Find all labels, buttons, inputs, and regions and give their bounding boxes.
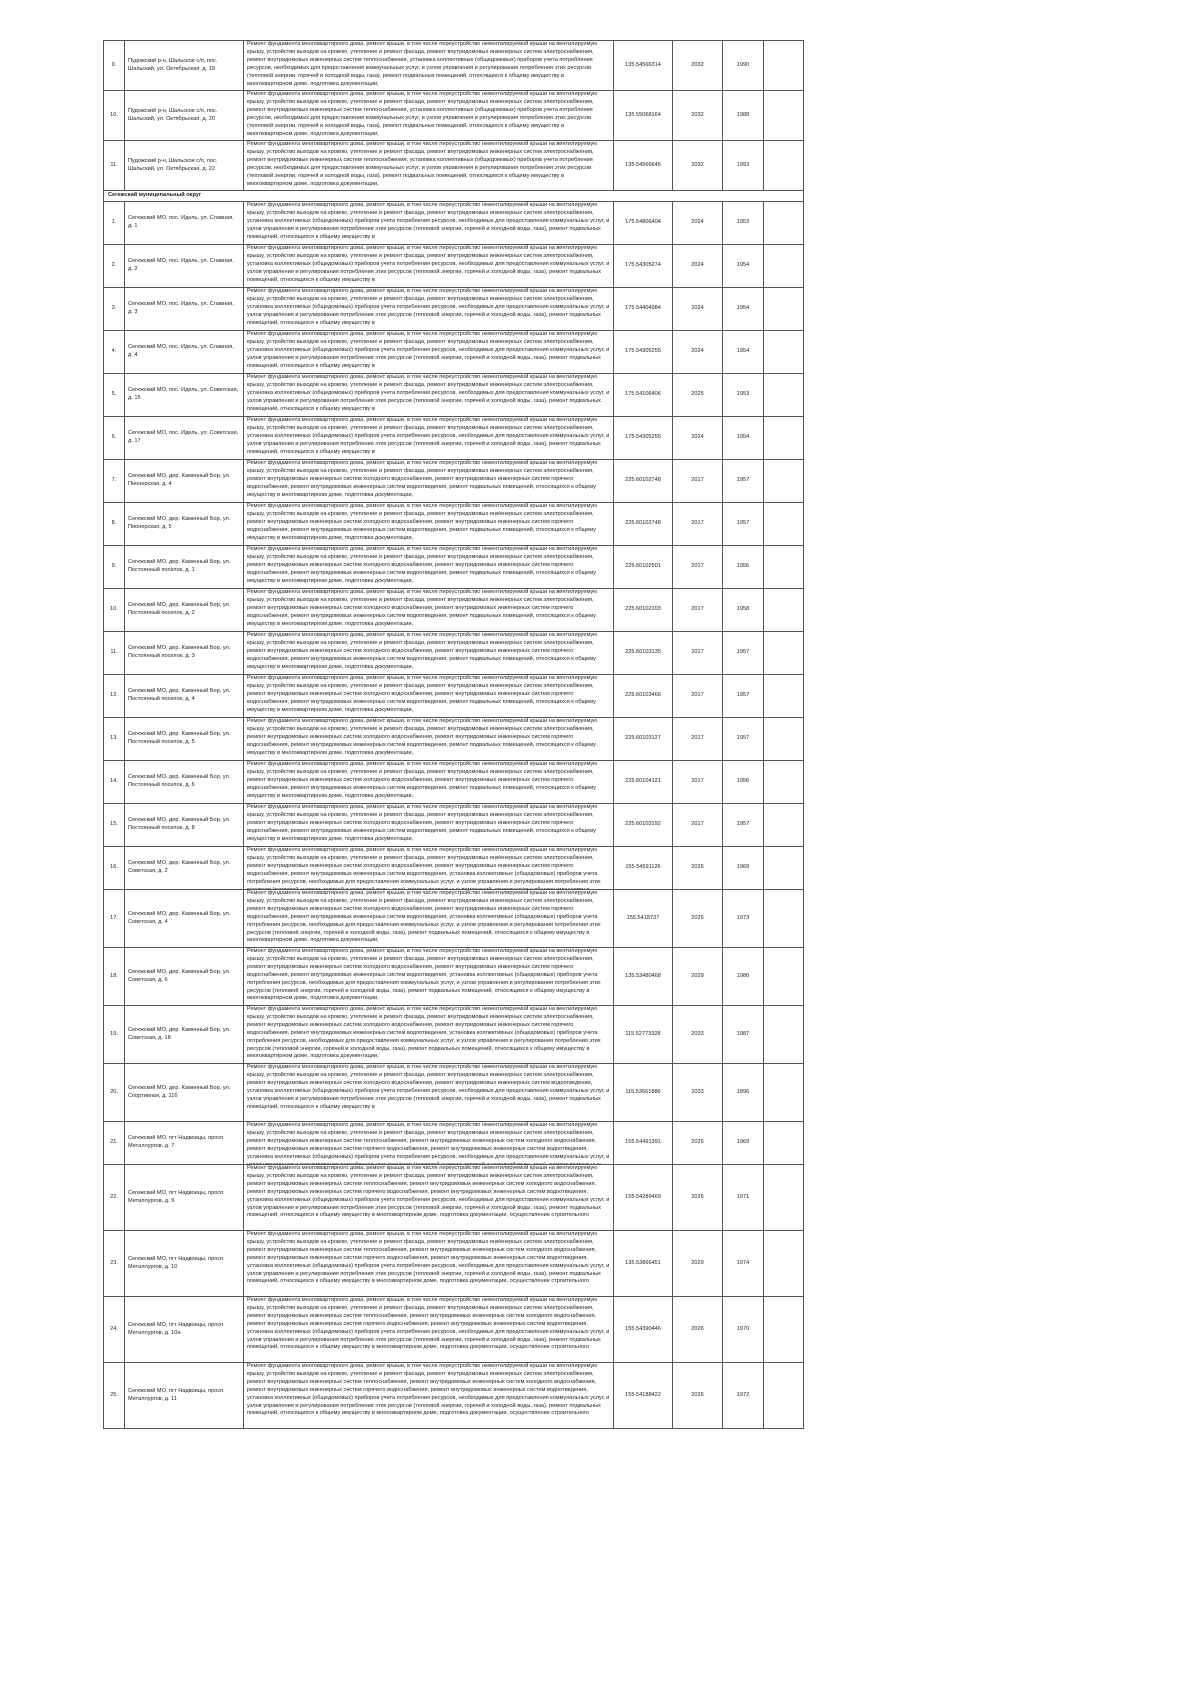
table-row xyxy=(104,288,804,331)
row-number: 11. xyxy=(104,632,125,675)
address-cell: Сегежский МО, пос. Идель, ул. Славная, д. 1 xyxy=(125,202,244,245)
table-row xyxy=(104,202,804,245)
works-cell-text: Ремонт фундамента многоквартирного дома, ремонт крыши, в том числе переустройство невентилируемой крыши на вентилируемую крышу, устройство выходов на кровлю, утепление и ремонт фасада, ремонт внутридомовых инженерных систем электроснабжения, ремонт внутридомовых инженерных систем теплоснабжения, ремонт внутридомовых инженерных систем холодного водоснабжения, ремонт внутридомовых инженерных систем горячего водоснабжения, ремонт внутридомовых инженерных систем водоотведения, установка коллективных (общедомовых) приборов учета потребления ресурсов, необходимых для предоставления коммунальных услуг, и узлов управления и регулирования потребления этих ресурсов (тепловой энергии, горячей и холодной воды, газа), ремонт подвальных помещений, относящихся к общему имуществу в многоквартирном доме, подготовка документации, осуществление строительного xyxy=(247,1297,610,1351)
works-cell xyxy=(244,503,614,546)
built-year-cell: 1987 xyxy=(723,1006,764,1064)
works-cell-text: Ремонт фундамента многоквартирного дома, ремонт крыши, в том числе переустройство невентилируемой крыши на вентилируемую крышу, устройство выходов на кровлю, утепление и ремонт фасада, ремонт внутридомовых инженерных систем электроснабжения, ремонт внутридомовых инженерных систем теплоснабжения, ремонт внутридомовых инженерных систем холодного водоснабжения, ремонт внутридомовых инженерных систем горячего водоснабжения, ремонт внутридомовых инженерных систем водоотведения, установка коллективных (общедомовых) приборов учета потребления ресурсов, необходимых для предоставления коммунальных услуг, и узлов управления и регулирования потребления этих ресурсов (тепловой энергии, горячей и холодной воды, газа), ремонт подвальных помещений, относящихся к общему имуществу в многоквартирном доме, подготовка документации, осуществление строительного xyxy=(247,1363,610,1417)
year-cell: 2024 xyxy=(673,331,723,374)
works-cell xyxy=(244,245,614,288)
year-cell: 2024 xyxy=(673,417,723,460)
cost-cell: 135.53480468 xyxy=(614,948,673,1006)
capital-repair-program-table xyxy=(103,40,804,1429)
cost-cell: 225.60103466 xyxy=(614,675,673,718)
row-number: 9. xyxy=(104,546,125,589)
section-header-row xyxy=(104,191,804,202)
row-number: 10. xyxy=(104,91,125,141)
table-row xyxy=(104,675,804,718)
cost-cell: 155.5418737 xyxy=(614,890,673,948)
row-number: 24. xyxy=(104,1297,125,1363)
row-number: 10. xyxy=(104,589,125,632)
cost-cell: 175.54106406 xyxy=(614,374,673,417)
empty-cell xyxy=(764,890,804,948)
empty-cell xyxy=(764,503,804,546)
year-cell: 2032 xyxy=(673,141,723,191)
address-cell: Сегежский МО, дер. Каменный Бор, ул. Спортивная, д. 11б xyxy=(125,1064,244,1122)
works-cell xyxy=(244,1006,614,1064)
cost-cell: 135.55068164 xyxy=(614,91,673,141)
empty-cell xyxy=(764,202,804,245)
built-year-cell: 1957 xyxy=(723,675,764,718)
year-cell: 2032 xyxy=(673,41,723,91)
works-cell-text: Ремонт фундамента многоквартирного дома, ремонт крыши, в том числе переустройство невентилируемой крыши на вентилируемую крышу, устройство выходов на кровлю, утепление и ремонт фасада, ремонт внутридомовых инженерных систем электроснабжения, ремонт внутридомовых инженерных систем холодного водоснабжения, ремонт внутридомовых инженерных систем горячего водоснабжения, ремонт внутридомовых инженерных систем водоотведения, ремонт подвальных помещений, относящихся к общему имуществу в многоквартирном доме, подготовка документации, xyxy=(247,804,598,842)
cost-cell: 115.53661886 xyxy=(614,1064,673,1122)
works-cell xyxy=(244,331,614,374)
built-year-cell: 1957 xyxy=(723,632,764,675)
empty-cell xyxy=(764,1297,804,1363)
year-cell: 2033 xyxy=(673,1064,723,1122)
table-row xyxy=(104,1006,804,1064)
works-cell-text: Ремонт фундамента многоквартирного дома, ремонт крыши, в том числе переустройство невентилируемой крыши на вентилируемую крышу, устройство выходов на кровлю, утепление и ремонт фасада, ремонт внутридомовых инженерных систем электроснабжения, установка коллективных (общедомовых) приборов учета потребления ресурсов, необходимых для предоставления коммунальных услуг, и узлов управления и регулирования потребления этих ресурсов (тепловой энергии, горячей и холодной воды, газа), ремонт подвальных помещений, относящихся к общему имуществу в xyxy=(247,417,610,455)
built-year-cell: 1970 xyxy=(723,1297,764,1363)
address-cell: Сегежский МО, пос. Идель, ул. Советская, д. 17 xyxy=(125,417,244,460)
address-cell: Сегежский МО, дер. Каменный Бор, ул. Постоянный поселок, д. 6 xyxy=(125,761,244,804)
table-row xyxy=(104,761,804,804)
cost-cell: 225.60102748 xyxy=(614,503,673,546)
empty-cell xyxy=(764,675,804,718)
cost-cell: 225.60102103 xyxy=(614,589,673,632)
cost-cell: 225.60103127 xyxy=(614,718,673,761)
empty-cell xyxy=(764,141,804,191)
row-number: 5. xyxy=(104,374,125,417)
works-cell xyxy=(244,374,614,417)
empty-cell xyxy=(764,374,804,417)
built-year-cell: 1971 xyxy=(723,1165,764,1231)
built-year-cell: 1993 xyxy=(723,141,764,191)
built-year-cell: 1954 xyxy=(723,331,764,374)
table-row xyxy=(104,1064,804,1122)
table-row xyxy=(104,503,804,546)
table-row xyxy=(104,245,804,288)
works-cell-text: Ремонт фундамента многоквартирного дома, ремонт крыши, в том числе переустройство невентилируемой крыши на вентилируемую крышу, устройство выходов на кровлю, утепление и ремонт фасада, ремонт внутридомовых инженерных систем электроснабжения, ремонт внутридомовых инженерных систем холодного водоснабжения, ремонт внутридомовых инженерных систем горячего водоснабжения, ремонт внутридомовых инженерных систем водоотведения, ремонт подвальных помещений, относящихся к общему имуществу в многоквартирном доме, подготовка документации, xyxy=(247,675,598,713)
table-row xyxy=(104,546,804,589)
row-number: 21. xyxy=(104,1122,125,1165)
year-cell: 2026 xyxy=(673,1122,723,1165)
row-number: 2. xyxy=(104,245,125,288)
cost-cell: 155.54289469 xyxy=(614,1165,673,1231)
address-cell: Сегежский МО, пгт Надвоицы, просп. Металлургов, д. 9 xyxy=(125,1165,244,1231)
address-cell: Сегежский МО, пгт Надвоицы, просп. Металлургов, д. 11 xyxy=(125,1363,244,1429)
address-cell: Сегежский МО, дер. Каменный Бор, ул. Советская, д. 4 xyxy=(125,890,244,948)
address-cell: Сегежский МО, пос. Идель, ул. Славная, д. 4 xyxy=(125,331,244,374)
table-row xyxy=(104,632,804,675)
empty-cell xyxy=(764,331,804,374)
built-year-cell: 1972 xyxy=(723,1363,764,1429)
year-cell: 2033 xyxy=(673,1006,723,1064)
works-cell xyxy=(244,546,614,589)
built-year-cell: 1974 xyxy=(723,1231,764,1297)
works-cell xyxy=(244,761,614,804)
works-cell xyxy=(244,460,614,503)
built-year-cell: 1956 xyxy=(723,761,764,804)
cost-cell: 135.53866451 xyxy=(614,1231,673,1297)
empty-cell xyxy=(764,460,804,503)
cost-cell: 175.54305255 xyxy=(614,331,673,374)
empty-cell xyxy=(764,1064,804,1122)
works-cell-text: Ремонт фундамента многоквартирного дома, ремонт крыши, в том числе переустройство невентилируемой крыши на вентилируемую крышу, устройство выходов на кровлю, утепление и ремонт фасада, ремонт внутридомовых инженерных систем электроснабжения, ремонт внутридомовых инженерных систем холодного водоснабжения, ремонт внутридомовых инженерных систем горячего водоснабжения, ремонт внутридомовых инженерных систем водоотведения, установка коллективных (общедомовых) приборов учета потребления ресурсов, необходимых для предоставления коммунальных услуг, и узлов управления и регулирования потребления этих ресурсов (тепловой энергии, горячей и холодной воды, газа), ремонт подвальных помещений, относящихся к общему имуществу в многоквартирном доме, подготовка документации, xyxy=(247,948,601,1002)
cost-cell: 175.54806404 xyxy=(614,202,673,245)
row-number: 4. xyxy=(104,331,125,374)
works-cell-text: Ремонт фундамента многоквартирного дома, ремонт крыши, в том числе переустройство невентилируемой крыши на вентилируемую крышу, устройство выходов на кровлю, утепление и ремонт фасада, ремонт внутридомовых инженерных систем электроснабжения, ремонт внутридомовых инженерных систем холодного водоснабжения, ремонт внутридомовых инженерных систем горячего водоснабжения, ремонт внутридомовых инженерных систем водоотведения, ремонт подвальных помещений, относящихся к общему имуществу в многоквартирном доме, подготовка документации, xyxy=(247,546,598,584)
address-cell: Пудожский р-н, Шальское с/п, пос. Шальский, ул. Октябрьская, д. 19 xyxy=(125,41,244,91)
table-row xyxy=(104,948,804,1006)
year-cell: 2026 xyxy=(673,1363,723,1429)
built-year-cell: 1953 xyxy=(723,374,764,417)
row-number: 9. xyxy=(104,41,125,91)
cost-cell: 135.54566314 xyxy=(614,41,673,91)
year-cell: 2017 xyxy=(673,632,723,675)
cost-cell: 135.54566645 xyxy=(614,141,673,191)
table-row xyxy=(104,847,804,890)
table-row xyxy=(104,589,804,632)
empty-cell xyxy=(764,1165,804,1231)
section-title: Сегежский муниципальный округ xyxy=(104,191,804,202)
year-cell: 2017 xyxy=(673,761,723,804)
cost-cell: 155.54491391 xyxy=(614,1122,673,1165)
works-cell xyxy=(244,417,614,460)
empty-cell xyxy=(764,417,804,460)
empty-cell xyxy=(764,847,804,890)
table-row xyxy=(104,718,804,761)
empty-cell xyxy=(764,91,804,141)
works-cell xyxy=(244,589,614,632)
empty-cell xyxy=(764,632,804,675)
works-cell xyxy=(244,675,614,718)
address-cell: Сегежский МО, пгт Надвоицы, просп. Металлургов, д. 7 xyxy=(125,1122,244,1165)
empty-cell xyxy=(764,761,804,804)
row-number: 19. xyxy=(104,1006,125,1064)
works-cell-text: Ремонт фундамента многоквартирного дома, ремонт крыши, в том числе переустройство невентилируемой крыши на вентилируемую крышу, устройство выходов на кровлю, утепление и ремонт фасада, ремонт внутридомовых инженерных систем электроснабжения, ремонт внутридомовых инженерных систем теплоснабжения, ремонт внутридомовых инженерных систем холодного водоснабжения, ремонт внутридомовых инженерных систем горячего водоснабжения, ремонт внутридомовых инженерных систем водоотведения, установка коллективных (общедомовых) приборов учета потребления ресурсов, необходимых для предоставления коммунальных услуг, и узлов управления и регулирования потребления этих ресурсов (тепловой энергии, горячей и холодной воды, газа), ремонт подвальных помещений, относящихся к общему имуществу в многоквартирном доме, подготовка документации, осуществление строительного xyxy=(247,1165,610,1219)
address-cell: Пудожский р-н, Шальское с/п, пос. Шальский, ул. Октябрьская, д. 20 xyxy=(125,91,244,141)
table-row xyxy=(104,460,804,503)
year-cell: 2017 xyxy=(673,546,723,589)
works-cell-text: Ремонт фундамента многоквартирного дома, ремонт крыши, в том числе переустройство невентилируемой крыши на вентилируемую крышу, устройство выходов на кровлю, утепление и ремонт фасада, ремонт внутридомовых инженерных систем электроснабжения, установка коллективных (общедомовых) приборов учета потребления ресурсов, необходимых для предоставления коммунальных услуг, и узлов управления и регулирования потребления этих ресурсов (тепловой энергии, горячей и холодной воды, газа), ремонт подвальных помещений, относящихся к общему имуществу в xyxy=(247,374,610,412)
built-year-cell: 1957 xyxy=(723,460,764,503)
table-row xyxy=(104,417,804,460)
address-cell: Пудожский р-н, Шальское с/п, пос. Шальский, ул. Октябрьская, д. 22 xyxy=(125,141,244,191)
built-year-cell: 1969 xyxy=(723,847,764,890)
cost-cell: 175.54305255 xyxy=(614,417,673,460)
built-year-cell: 1988 xyxy=(723,91,764,141)
works-cell xyxy=(244,1122,614,1165)
year-cell: 2024 xyxy=(673,245,723,288)
year-cell: 2029 xyxy=(673,1231,723,1297)
year-cell: 2017 xyxy=(673,503,723,546)
row-number: 18. xyxy=(104,948,125,1006)
works-cell xyxy=(244,847,614,890)
built-year-cell: 1954 xyxy=(723,245,764,288)
empty-cell xyxy=(764,718,804,761)
year-cell: 2017 xyxy=(673,718,723,761)
cost-cell: 225.60104121 xyxy=(614,761,673,804)
empty-cell xyxy=(764,589,804,632)
works-cell-text: Ремонт фундамента многоквартирного дома, ремонт крыши, в том числе переустройство невентилируемой крыши на вентилируемую крышу, устройство выходов на кровлю, утепление и ремонт фасада, ремонт внутридомовых инженерных систем электроснабжения, ремонт внутридомовых инженерных систем теплоснабжения, установка коллективных (общедомовых) приборов учета потребления ресурсов, необходимых для предоставления коммунальных услуг, и узлов управления и регулирования потребления этих ресурсов (тепловой энергии, горячей и холодной воды, газа), ремонт подвальных помещений, относящихся к общему имуществу в многоквартирном доме, подготовка документации, xyxy=(247,141,598,187)
built-year-cell: 1953 xyxy=(723,202,764,245)
works-cell xyxy=(244,1231,614,1297)
address-cell: Сегежский МО, дер. Каменный Бор, ул. Пионерская, д. 5 xyxy=(125,503,244,546)
works-cell-text: Ремонт фундамента многоквартирного дома, ремонт крыши, в том числе переустройство невентилируемой крыши на вентилируемую крышу, устройство выходов на кровлю, утепление и ремонт фасада, ремонт внутридомовых инженерных систем электроснабжения, ремонт внутридомовых инженерных систем холодного водоснабжения, ремонт внутридомовых инженерных систем горячего водоснабжения, ремонт внутридомовых инженерных систем водоотведения, установка коллективных (общедомовых) приборов учета потребления ресурсов, необходимых для предоставления коммунальных услуг, и узлов управления и регулирования потребления этих xyxy=(247,847,601,885)
table-row xyxy=(104,1297,804,1363)
works-cell xyxy=(244,288,614,331)
address-cell: Сегежский МО, дер. Каменный Бор, ул. Постоянный поселок, д. 1 xyxy=(125,546,244,589)
year-cell: 2024 xyxy=(673,202,723,245)
cost-cell: 225.60102501 xyxy=(614,546,673,589)
year-cell: 2026 xyxy=(673,847,723,890)
works-cell-text: Ремонт фундамента многоквартирного дома, ремонт крыши, в том числе переустройство невентилируемой крыши на вентилируемую крышу, устройство выходов на кровлю, утепление и ремонт фасада, ремонт внутридомовых инженерных систем электроснабжения, ремонт внутридомовых инженерных систем холодного водоснабжения, ремонт внутридомовых инженерных систем горячего водоснабжения, ремонт внутридомовых инженерных систем водоотведения, ремонт подвальных помещений, относящихся к общему имуществу в многоквартирном доме, подготовка документации, xyxy=(247,632,598,670)
built-year-cell: 1990 xyxy=(723,41,764,91)
cost-cell: 225.60102748 xyxy=(614,460,673,503)
cost-cell: 225.60103135 xyxy=(614,632,673,675)
built-year-cell: 1957 xyxy=(723,503,764,546)
year-cell: 2017 xyxy=(673,460,723,503)
year-cell: 2017 xyxy=(673,804,723,847)
cost-cell: 115.52773328 xyxy=(614,1006,673,1064)
works-cell-text: Ремонт фундамента многоквартирного дома, ремонт крыши, в том числе переустройство невентилируемой крыши на вентилируемую крышу, устройство выходов на кровлю, утепление и ремонт фасада, ремонт внутридомовых инженерных систем электроснабжения, установка коллективных (общедомовых) приборов учета потребления ресурсов, необходимых для предоставления коммунальных услуг, и узлов управления и регулирования потребления этих ресурсов (тепловой энергии, горячей и холодной воды, газа), ремонт подвальных помещений, относящихся к общему имуществу в xyxy=(247,245,610,283)
works-cell-text: Ремонт фундамента многоквартирного дома, ремонт крыши, в том числе переустройство невентилируемой крыши на вентилируемую крышу, устройство выходов на кровлю, утепление и ремонт фасада, ремонт внутридомовых инженерных систем электроснабжения, ремонт внутридомовых инженерных систем холодного водоснабжения, ремонт внутридомовых инженерных систем водоотведения, установка коллективных (общедомовых) приборов учета потребления ресурсов, необходимых для предоставления коммунальных услуг, и узлов управления и регулирования потребления этих ресурсов (тепловой энергии, горячей и холодной воды, газа), ремонт подвальных помещений, относящихся к общему имуществу в xyxy=(247,1064,610,1110)
built-year-cell: 1954 xyxy=(723,417,764,460)
row-number: 1. xyxy=(104,202,125,245)
works-cell xyxy=(244,804,614,847)
built-year-cell: 1973 xyxy=(723,890,764,948)
row-number: 11. xyxy=(104,141,125,191)
empty-cell xyxy=(764,948,804,1006)
address-cell: Сегежский МО, дер. Каменный Бор, ул. Советская, д. 6 xyxy=(125,948,244,1006)
year-cell: 2017 xyxy=(673,675,723,718)
works-cell xyxy=(244,1064,614,1122)
built-year-cell: 1957 xyxy=(723,804,764,847)
table-row xyxy=(104,1363,804,1429)
works-cell xyxy=(244,202,614,245)
address-cell: Сегежский МО, пос. Идель, ул. Советская, д. 15 xyxy=(125,374,244,417)
works-cell-text: Ремонт фундамента многоквартирного дома, ремонт крыши, в том числе переустройство невентилируемой крыши на вентилируемую крышу, устройство выходов на кровлю, утепление и ремонт фасада, ремонт внутридомовых инженерных систем электроснабжения, ремонт внутридомовых инженерных систем теплоснабжения, установка коллективных (общедомовых) приборов учета потребления ресурсов, необходимых для предоставления коммунальных услуг, и узлов управления и регулирования потребления этих ресурсов (тепловой энергии, горячей и холодной воды, газа), ремонт подвальных помещений, относящихся к общему имуществу в многоквартирном доме, подготовка документации, xyxy=(247,41,598,87)
row-number: 6. xyxy=(104,417,125,460)
year-cell: 2026 xyxy=(673,890,723,948)
works-cell-text: Ремонт фундамента многоквартирного дома, ремонт крыши, в том числе переустройство невентилируемой крыши на вентилируемую крышу, устройство выходов на кровлю, утепление и ремонт фасада, ремонт внутридомовых инженерных систем электроснабжения, ремонт внутридомовых инженерных систем холодного водоснабжения, ремонт внутридомовых инженерных систем горячего водоснабжения, ремонт внутридомовых инженерных систем водоотведения, установка коллективных (общедомовых) приборов учета потребления ресурсов, необходимых для предоставления коммунальных услуг, и узлов управления и регулирования потребления этих ресурсов (тепловой энергии, горячей и холодной воды, газа), ремонт подвальных помещений, относящихся к общему имуществу в многоквартирном доме, подготовка документации, xyxy=(247,1006,601,1060)
works-cell-text: Ремонт фундамента многоквартирного дома, ремонт крыши, в том числе переустройство невентилируемой крыши на вентилируемую крышу, устройство выходов на кровлю, утепление и ремонт фасада, ремонт внутридомовых инженерных систем электроснабжения, ремонт внутридомовых инженерных систем теплоснабжения, ремонт внутридомовых инженерных систем холодного водоснабжения, ремонт внутридомовых инженерных систем горячего водоснабжения, ремонт внутридомовых инженерных систем водоотведения, установка коллективных (общедомовых) приборов учета потребления ресурсов, необходимых для предоставления коммунальных услуг, и xyxy=(247,1122,610,1160)
row-number: 7. xyxy=(104,460,125,503)
empty-cell xyxy=(764,546,804,589)
built-year-cell: 1969 xyxy=(723,1122,764,1165)
address-cell: Сегежский МО, дер. Каменный Бор, ул. Советская, д. 18 xyxy=(125,1006,244,1064)
table-row xyxy=(104,890,804,948)
row-number: 25. xyxy=(104,1363,125,1429)
built-year-cell: 1980 xyxy=(723,948,764,1006)
row-number: 13. xyxy=(104,718,125,761)
works-cell xyxy=(244,632,614,675)
table-row xyxy=(104,91,804,141)
table-row xyxy=(104,1165,804,1231)
built-year-cell: 1956 xyxy=(723,546,764,589)
works-cell xyxy=(244,91,614,141)
works-cell-text: Ремонт фундамента многоквартирного дома, ремонт крыши, в том числе переустройство невентилируемой крыши на вентилируемую крышу, устройство выходов на кровлю, утепление и ремонт фасада, ремонт внутридомовых инженерных систем электроснабжения, ремонт внутридомовых инженерных систем холодного водоснабжения, ремонт внутридомовых инженерных систем горячего водоснабжения, ремонт внутридомовых инженерных систем водоотведения, ремонт подвальных помещений, относящихся к общему имуществу в многоквартирном доме, подготовка документации, xyxy=(247,503,598,541)
address-cell: Сегежский МО, пгт Надвоицы, просп. Металлургов, д. 10 xyxy=(125,1231,244,1297)
row-number: 12. xyxy=(104,675,125,718)
empty-cell xyxy=(764,288,804,331)
built-year-cell: 1896 xyxy=(723,1064,764,1122)
cost-cell: 155.54188422 xyxy=(614,1363,673,1429)
table-row xyxy=(104,141,804,191)
address-cell: Сегежский МО, пос. Идель, ул. Славная, д. 2 xyxy=(125,245,244,288)
table-body xyxy=(104,41,804,1429)
row-number: 14. xyxy=(104,761,125,804)
address-cell: Сегежский МО, дер. Каменный Бор, ул. Пионерская, д. 4 xyxy=(125,460,244,503)
works-cell-text: Ремонт фундамента многоквартирного дома, ремонт крыши, в том числе переустройство невентилируемой крыши на вентилируемую крышу, устройство выходов на кровлю, утепление и ремонт фасада, ремонт внутридомовых инженерных систем электроснабжения, ремонт внутридомовых инженерных систем холодного водоснабжения, ремонт внутридомовых инженерных систем горячего водоснабжения, ремонт внутридомовых инженерных систем водоотведения, ремонт подвальных помещений, относящихся к общему имуществу в многоквартирном доме, подготовка документации, xyxy=(247,589,598,627)
address-cell: Сегежский МО, дер. Каменный Бор, ул. Постоянный поселок, д. 2 xyxy=(125,589,244,632)
works-cell xyxy=(244,890,614,948)
empty-cell xyxy=(764,245,804,288)
table-row xyxy=(104,41,804,91)
year-cell: 2017 xyxy=(673,589,723,632)
works-cell xyxy=(244,948,614,1006)
year-cell: 2024 xyxy=(673,288,723,331)
address-cell: Сегежский МО, дер. Каменный Бор, ул. Постоянный поселок, д. 4 xyxy=(125,675,244,718)
address-cell: Сегежский МО, дер. Каменный Бор, ул. Советская, д. 2 xyxy=(125,847,244,890)
row-number: 15. xyxy=(104,804,125,847)
works-cell-text: Ремонт фундамента многоквартирного дома, ремонт крыши, в том числе переустройство невентилируемой крыши на вентилируемую крышу, устройство выходов на кровлю, утепление и ремонт фасада, ремонт внутридомовых инженерных систем электроснабжения, установка коллективных (общедомовых) приборов учета потребления ресурсов, необходимых для предоставления коммунальных услуг, и узлов управления и регулирования потребления этих ресурсов (тепловой энергии, горячей и холодной воды, газа), ремонт подвальных помещений, относящихся к общему имуществу в xyxy=(247,202,610,240)
table-row xyxy=(104,374,804,417)
cost-cell: 155.54591126 xyxy=(614,847,673,890)
empty-cell xyxy=(764,1122,804,1165)
built-year-cell: 1957 xyxy=(723,718,764,761)
address-cell: Сегежский МО, пос. Идель, ул. Славная, д. 3 xyxy=(125,288,244,331)
year-cell: 2026 xyxy=(673,1165,723,1231)
works-cell-text: Ремонт фундамента многоквартирного дома, ремонт крыши, в том числе переустройство невентилируемой крыши на вентилируемую крышу, устройство выходов на кровлю, утепление и ремонт фасада, ремонт внутридомовых инженерных систем электроснабжения, ремонт внутридомовых инженерных систем холодного водоснабжения, ремонт внутридомовых инженерных систем горячего водоснабжения, ремонт внутридомовых инженерных систем водоотведения, ремонт подвальных помещений, относящихся к общему имуществу в многоквартирном доме, подготовка документации, xyxy=(247,718,598,756)
year-cell: 2026 xyxy=(673,1297,723,1363)
works-cell-text: Ремонт фундамента многоквартирного дома, ремонт крыши, в том числе переустройство невентилируемой крыши на вентилируемую крышу, устройство выходов на кровлю, утепление и ремонт фасада, ремонт внутридомовых инженерных систем электроснабжения, ремонт внутридомовых инженерных систем холодного водоснабжения, ремонт внутридомовых инженерных систем горячего водоснабжения, ремонт внутридомовых инженерных систем водоотведения, установка коллективных (общедомовых) приборов учета потребления ресурсов, необходимых для предоставления коммунальных услуг, и узлов управления и регулирования потребления этих ресурсов (тепловой энергии, горячей и холодной воды, газа), ремонт подвальных помещений, относящихся к общему имуществу в многоквартирном доме, подготовка документации, xyxy=(247,890,601,944)
year-cell: 2029 xyxy=(673,948,723,1006)
empty-cell xyxy=(764,804,804,847)
empty-cell xyxy=(764,1363,804,1429)
works-cell xyxy=(244,1363,614,1429)
empty-cell xyxy=(764,1006,804,1064)
year-cell: 2025 xyxy=(673,374,723,417)
built-year-cell: 1958 xyxy=(723,589,764,632)
works-cell xyxy=(244,41,614,91)
row-number: 23. xyxy=(104,1231,125,1297)
table-row xyxy=(104,1231,804,1297)
works-cell xyxy=(244,1165,614,1231)
cost-cell: 175.54404984 xyxy=(614,288,673,331)
cost-cell: 155.54390446 xyxy=(614,1297,673,1363)
built-year-cell: 1954 xyxy=(723,288,764,331)
row-number: 8. xyxy=(104,503,125,546)
address-cell: Сегежский МО, пгт Надвоицы, просп. Металлургов, д. 10а xyxy=(125,1297,244,1363)
works-cell-text: Ремонт фундамента многоквартирного дома, ремонт крыши, в том числе переустройство невентилируемой крыши на вентилируемую крышу, устройство выходов на кровлю, утепление и ремонт фасада, ремонт внутридомовых инженерных систем электроснабжения, ремонт внутридомовых инженерных систем теплоснабжения, установка коллективных (общедомовых) приборов учета потребления ресурсов, необходимых для предоставления коммунальных услуг, и узлов управления и регулирования потребления этих ресурсов (тепловой энергии, горячей и холодной воды, газа), ремонт подвальных помещений, относящихся к общему имуществу в многоквартирном доме, подготовка документации, xyxy=(247,91,598,137)
works-cell-text: Ремонт фундамента многоквартирного дома, ремонт крыши, в том числе переустройство невентилируемой крыши на вентилируемую крышу, устройство выходов на кровлю, утепление и ремонт фасада, ремонт внутридомовых инженерных систем электроснабжения, ремонт внутридомовых инженерных систем холодного водоснабжения, ремонт внутридомовых инженерных систем горячего водоснабжения, ремонт внутридомовых инженерных систем водоотведения, ремонт подвальных помещений, относящихся к общему имуществу в многоквартирном доме, подготовка документации, xyxy=(247,460,598,498)
works-cell-text: Ремонт фундамента многоквартирного дома, ремонт крыши, в том числе переустройство невентилируемой крыши на вентилируемую крышу, устройство выходов на кровлю, утепление и ремонт фасада, ремонт внутридомовых инженерных систем электроснабжения, установка коллективных (общедомовых) приборов учета потребления ресурсов, необходимых для предоставления коммунальных услуг, и узлов управления и регулирования потребления этих ресурсов (тепловой энергии, горячей и холодной воды, газа), ремонт подвальных помещений, относящихся к общему имуществу в xyxy=(247,331,610,369)
empty-cell xyxy=(764,41,804,91)
works-cell xyxy=(244,141,614,191)
cost-cell: 225.60103192 xyxy=(614,804,673,847)
row-number: 22. xyxy=(104,1165,125,1231)
empty-cell xyxy=(764,1231,804,1297)
address-cell: Сегежский МО, дер. Каменный Бор, ул. Постоянный поселок, д. 3 xyxy=(125,632,244,675)
address-cell: Сегежский МО, дер. Каменный Бор, ул. Постоянный поселок, д. 5 xyxy=(125,718,244,761)
row-number: 3. xyxy=(104,288,125,331)
works-cell-text: Ремонт фундамента многоквартирного дома, ремонт крыши, в том числе переустройство невентилируемой крыши на вентилируемую крышу, устройство выходов на кровлю, утепление и ремонт фасада, ремонт внутридомовых инженерных систем электроснабжения, ремонт внутридомовых инженерных систем холодного водоснабжения, ремонт внутридомовых инженерных систем горячего водоснабжения, ремонт внутридомовых инженерных систем водоотведения, ремонт подвальных помещений, относящихся к общему имуществу в многоквартирном доме, подготовка документации, xyxy=(247,761,598,799)
table-row xyxy=(104,804,804,847)
works-cell-text: Ремонт фундамента многоквартирного дома, ремонт крыши, в том числе переустройство невентилируемой крыши на вентилируемую крышу, устройство выходов на кровлю, утепление и ремонт фасада, ремонт внутридомовых инженерных систем электроснабжения, ремонт внутридомовых инженерных систем теплоснабжения, ремонт внутридомовых инженерных систем холодного водоснабжения, ремонт внутридомовых инженерных систем горячего водоснабжения, ремонт внутридомовых инженерных систем водоотведения, установка коллективных (общедомовых) приборов учета потребления ресурсов, необходимых для предоставления коммунальных услуг, и узлов управления и регулирования потребления этих ресурсов (тепловой энергии, горячей и холодной воды, газа), ремонт подвальных помещений, относящихся к общему имуществу в многоквартирном доме, подготовка документации, осуществление строительного xyxy=(247,1231,610,1285)
works-cell-text: Ремонт фундамента многоквартирного дома, ремонт крыши, в том числе переустройство невентилируемой крыши на вентилируемую крышу, устройство выходов на кровлю, утепление и ремонт фасада, ремонт внутридомовых инженерных систем электроснабжения, установка коллективных (общедомовых) приборов учета потребления ресурсов, необходимых для предоставления коммунальных услуг, и узлов управления и регулирования потребления этих ресурсов (тепловой энергии, горячей и холодной воды, газа), ремонт подвальных помещений, относящихся к общему имуществу в xyxy=(247,288,610,326)
row-number: 17. xyxy=(104,890,125,948)
address-cell: Сегежский МО, дер. Каменный Бор, ул. Постоянный поселок, д. 8 xyxy=(125,804,244,847)
row-number: 20. xyxy=(104,1064,125,1122)
year-cell: 2032 xyxy=(673,91,723,141)
works-cell xyxy=(244,718,614,761)
works-cell xyxy=(244,1297,614,1363)
table-row xyxy=(104,1122,804,1165)
row-number: 16. xyxy=(104,847,125,890)
table-row xyxy=(104,331,804,374)
cost-cell: 175.54305274 xyxy=(614,245,673,288)
